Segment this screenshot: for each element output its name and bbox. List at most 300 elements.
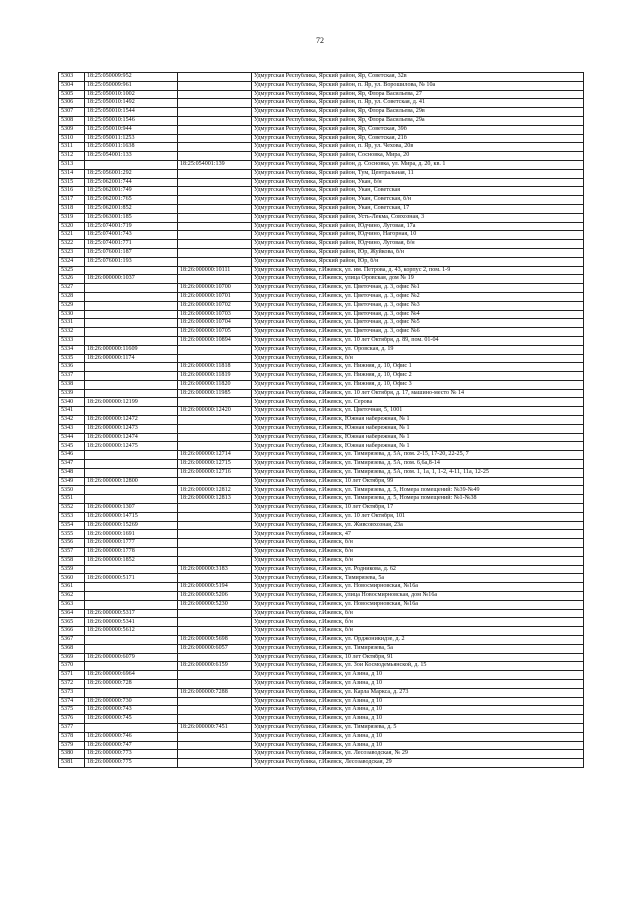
table-row [59, 134, 584, 143]
object-number-cell: 18:26:000000:7451 [178, 723, 252, 732]
parcel-number-cell: 18:25:050010:1544 [85, 108, 178, 117]
object-number-cell: 18:26:000000:12715 [178, 460, 252, 469]
object-number-cell [178, 671, 252, 680]
table-row [59, 407, 584, 416]
parcel-number-cell: 18:25:074001:719 [85, 222, 178, 231]
parcel-number-cell: 18:25:050010:1546 [85, 116, 178, 125]
object-number-cell: 18:26:000000:5194 [178, 583, 252, 592]
table-row [59, 196, 584, 205]
address-cell: Удмуртская Республика, Ярский район, Сосновка, Мира, 20 [252, 152, 584, 161]
parcel-number-cell: 18:26:000000:728 [85, 679, 178, 688]
table-row [59, 759, 584, 768]
address-cell: Удмуртская Республика, г.Ижевск, ул. Родникова, д. 62 [252, 565, 584, 574]
parcel-number-cell [85, 636, 178, 645]
row-number-cell: 5363 [59, 600, 85, 609]
row-number-cell: 5355 [59, 530, 85, 539]
object-number-cell [178, 679, 252, 688]
table-row [59, 556, 584, 565]
parcel-number-cell: 18:25:056001:292 [85, 169, 178, 178]
address-cell: Удмуртская Республика, г.Ижевск, ул Азина, д 10 [252, 671, 584, 680]
parcel-number-cell [85, 565, 178, 574]
parcel-number-cell: 18:25:074001:771 [85, 240, 178, 249]
table-row [59, 275, 584, 284]
object-number-cell: 18:26:000000:10705 [178, 328, 252, 337]
row-number-cell: 5313 [59, 160, 85, 169]
address-cell: Удмуртская Республика, г.Ижевск, ул. Тимирязева, д. 5А, пом. 1, 1а, 1, 1-2, 4-11, 11а, 12-25 [252, 468, 584, 477]
row-number-cell: 5368 [59, 644, 85, 653]
parcel-number-cell [85, 160, 178, 169]
table-row [59, 345, 584, 354]
parcel-number-cell: 18:25:050010:944 [85, 125, 178, 134]
page-number: 72 [316, 36, 324, 45]
parcel-number-cell [85, 495, 178, 504]
row-number-cell: 5345 [59, 442, 85, 451]
table-row [59, 240, 584, 249]
row-number-cell: 5354 [59, 521, 85, 530]
address-cell: Удмуртская Республика, г.Ижевск, ул. Тимирязева, д. 5, Номера помещений: №39-№49 [252, 486, 584, 495]
parcel-number-cell [85, 662, 178, 671]
parcel-number-cell: 18:26:000000:730 [85, 697, 178, 706]
table-row [59, 521, 584, 530]
row-number-cell: 5379 [59, 741, 85, 750]
table-row [59, 213, 584, 222]
parcel-number-cell [85, 372, 178, 381]
table-row [59, 486, 584, 495]
object-number-cell [178, 345, 252, 354]
address-cell: Удмуртская Республика, Ярский район, Укан, Советская [252, 187, 584, 196]
parcel-number-cell [85, 486, 178, 495]
table-row [59, 125, 584, 134]
table-row [59, 468, 584, 477]
table-row [59, 389, 584, 398]
parcel-number-cell [85, 380, 178, 389]
parcel-number-cell: 18:25:050010:1492 [85, 99, 178, 108]
address-cell: Удмуртская Республика, г.Ижевск, 10 лет Октября, 91 [252, 653, 584, 662]
address-cell: Удмуртская Республика, г.Ижевск, б/н [252, 609, 584, 618]
parcel-number-cell: 18:26:000000:5171 [85, 574, 178, 583]
object-number-cell [178, 178, 252, 187]
object-number-cell [178, 741, 252, 750]
address-cell: Удмуртская Республика, г.Ижевск, ул. Новосмирновская, №16а [252, 583, 584, 592]
object-number-cell [178, 116, 252, 125]
object-number-cell [178, 240, 252, 249]
object-number-cell [178, 548, 252, 557]
table-row [59, 363, 584, 372]
table-row [59, 354, 584, 363]
row-number-cell: 5370 [59, 662, 85, 671]
row-number-cell: 5312 [59, 152, 85, 161]
address-cell: Удмуртская Республика, г.Ижевск, ул. Карла Маркса, д. 273 [252, 688, 584, 697]
row-number-cell: 5365 [59, 618, 85, 627]
parcel-number-cell: 18:26:000000:15269 [85, 521, 178, 530]
address-cell: Удмуртская Республика, г.Ижевск, ул. Новосмирновская, №16а [252, 600, 584, 609]
row-number-cell: 5346 [59, 451, 85, 460]
parcel-number-cell [85, 266, 178, 275]
address-cell: Удмуртская Республика, Ярский район, п. Яр, ул. Ворошилова, № 10а [252, 81, 584, 90]
address-cell: Удмуртская Республика, г.Ижевск, ул. Тимирязева, д. 5 [252, 723, 584, 732]
table-row [59, 319, 584, 328]
parcel-number-cell [85, 688, 178, 697]
object-number-cell [178, 196, 252, 205]
row-number-cell: 5327 [59, 284, 85, 293]
table-row [59, 653, 584, 662]
address-cell: Удмуртская Республика, Ярский район, Яр, Флора Васильева, 29в [252, 108, 584, 117]
table-row [59, 442, 584, 451]
row-number-cell: 5334 [59, 345, 85, 354]
row-number-cell: 5341 [59, 407, 85, 416]
object-number-cell: 18:26:000000:11818 [178, 363, 252, 372]
table-row [59, 73, 584, 82]
parcel-number-cell [85, 723, 178, 732]
table-row [59, 644, 584, 653]
table-row [59, 750, 584, 759]
object-number-cell [178, 750, 252, 759]
address-cell: Удмуртская Республика, г.Ижевск, ул Азина, д 10 [252, 732, 584, 741]
row-number-cell: 5366 [59, 627, 85, 636]
parcel-number-cell: 18:26:000000:773 [85, 750, 178, 759]
table-row [59, 592, 584, 601]
object-number-cell [178, 653, 252, 662]
parcel-number-cell: 18:25:050010:1002 [85, 90, 178, 99]
object-number-cell [178, 539, 252, 548]
parcel-number-cell [85, 600, 178, 609]
object-number-cell [178, 574, 252, 583]
table-row [59, 266, 584, 275]
table-row [59, 222, 584, 231]
object-number-cell: 18:26:000000:12813 [178, 495, 252, 504]
address-cell: Удмуртская Республика, г.Ижевск, ул Азина, д 10 [252, 715, 584, 724]
object-number-cell: 18:25:054001:139 [178, 160, 252, 169]
row-number-cell: 5330 [59, 310, 85, 319]
table-row [59, 187, 584, 196]
table-row [59, 433, 584, 442]
parcel-number-cell: 18:25:050011:1253 [85, 134, 178, 143]
address-cell: Удмуртская Республика, г.Ижевск, б/н [252, 627, 584, 636]
parcel-number-cell: 18:25:050011:1638 [85, 143, 178, 152]
address-cell: Удмуртская Республика, Ярский район, п. Яр, ул. Чехова, 20в [252, 143, 584, 152]
parcel-number-cell: 18:25:062001:744 [85, 178, 178, 187]
row-number-cell: 5378 [59, 732, 85, 741]
parcel-number-cell: 18:25:062001:749 [85, 187, 178, 196]
row-number-cell: 5351 [59, 495, 85, 504]
object-number-cell: 18:26:000000:12716 [178, 468, 252, 477]
object-number-cell [178, 521, 252, 530]
row-number-cell: 5367 [59, 636, 85, 645]
address-cell: Удмуртская Республика, Ярский район, Яр, Советская, 39б [252, 125, 584, 134]
table-row [59, 116, 584, 125]
parcel-number-cell [85, 451, 178, 460]
table-row [59, 257, 584, 266]
address-cell: Удмуртская Республика, г.Ижевск, улица Новосмирновская, дом №16а [252, 592, 584, 601]
object-number-cell [178, 275, 252, 284]
parcel-number-cell [85, 389, 178, 398]
address-cell: Удмуртская Республика, г.Ижевск, 10 лет Октября, 17 [252, 504, 584, 513]
address-cell: Удмуртская Республика, г.Ижевск, б/н [252, 539, 584, 548]
row-number-cell: 5303 [59, 73, 85, 82]
table-row [59, 548, 584, 557]
address-cell: Удмуртская Республика, г.Ижевск, ул. Живсовхозная, 23а [252, 521, 584, 530]
table-row [59, 152, 584, 161]
address-cell: Удмуртская Республика, г.Ижевск, ул. Нижняя, д. 10, Офис 1 [252, 363, 584, 372]
row-number-cell: 5316 [59, 187, 85, 196]
parcel-number-cell [85, 319, 178, 328]
address-cell: Удмуртская Республика, г.Ижевск, б/н [252, 556, 584, 565]
table-row [59, 697, 584, 706]
address-cell: Удмуртская Республика, г.Ижевск, ул. Нижняя, д. 10, Офис 3 [252, 380, 584, 389]
table-row [59, 609, 584, 618]
table-row [59, 284, 584, 293]
object-number-cell [178, 125, 252, 134]
object-number-cell: 18:26:000000:6057 [178, 644, 252, 653]
table-row [59, 627, 584, 636]
table-row [59, 336, 584, 345]
object-number-cell [178, 108, 252, 117]
row-number-cell: 5353 [59, 512, 85, 521]
table-row [59, 460, 584, 469]
table-row [59, 169, 584, 178]
address-cell: Удмуртская Республика, Ярский район, Яр, Советская, 21б [252, 134, 584, 143]
row-number-cell: 5364 [59, 609, 85, 618]
row-number-cell: 5318 [59, 204, 85, 213]
address-cell: Удмуртская Республика, Ярский район, Укан, Советская, 17 [252, 204, 584, 213]
row-number-cell: 5307 [59, 108, 85, 117]
address-cell: Удмуртская Республика, г.Ижевск, ул. Тимирязева, д. 5А, пом. 6,6а,8-14 [252, 460, 584, 469]
parcel-number-cell [85, 583, 178, 592]
row-number-cell: 5333 [59, 336, 85, 345]
table-row [59, 301, 584, 310]
parcel-number-cell: 18:25:074001:743 [85, 231, 178, 240]
row-number-cell: 5305 [59, 90, 85, 99]
row-number-cell: 5325 [59, 266, 85, 275]
row-number-cell: 5320 [59, 222, 85, 231]
address-cell: Удмуртская Республика, г.Ижевск, Южная набережная, № 1 [252, 424, 584, 433]
object-number-cell: 18:26:000000:11819 [178, 372, 252, 381]
address-cell: Удмуртская Республика, г.Ижевск, ул. Оровская, д. 19 [252, 345, 584, 354]
object-number-cell [178, 169, 252, 178]
object-number-cell: 18:26:000000:11985 [178, 389, 252, 398]
address-cell: Удмуртская Республика, г.Ижевск, ул. Нижняя, д. 10, Офис 2 [252, 372, 584, 381]
table-row [59, 99, 584, 108]
object-number-cell: 18:26:000000:5698 [178, 636, 252, 645]
table-row [59, 539, 584, 548]
address-cell: Удмуртская Республика, г.Ижевск, б/н [252, 548, 584, 557]
address-cell: Удмуртская Республика, г.Ижевск, 47 [252, 530, 584, 539]
address-cell: Удмуртская Республика, г.Ижевск, б/н [252, 354, 584, 363]
address-cell: Удмуртская Республика, г.Ижевск, ул. 10 лет Октября, д. 17, машино-место № 14 [252, 389, 584, 398]
parcel-number-cell: 18:26:000000:5341 [85, 618, 178, 627]
table-row [59, 583, 584, 592]
parcel-number-cell: 18:26:000000:12800 [85, 477, 178, 486]
object-number-cell [178, 213, 252, 222]
row-number-cell: 5310 [59, 134, 85, 143]
object-number-cell [178, 442, 252, 451]
row-number-cell: 5372 [59, 679, 85, 688]
address-cell: Удмуртская Республика, г.Ижевск, Тимирязева, 5а [252, 574, 584, 583]
table-row [59, 416, 584, 425]
parcel-number-cell: 18:25:054001:133 [85, 152, 178, 161]
address-cell: Удмуртская Республика, г.Ижевск, ул. Цветочная, 5, 1001 [252, 407, 584, 416]
address-cell: Удмуртская Республика, Ярский район, Тум, Центральная, 11 [252, 169, 584, 178]
row-number-cell: 5332 [59, 328, 85, 337]
object-number-cell [178, 416, 252, 425]
row-number-cell: 5311 [59, 143, 85, 152]
object-number-cell [178, 257, 252, 266]
address-cell: Удмуртская Республика, г.Ижевск, ул. Лесозаводская, № 29 [252, 750, 584, 759]
parcel-number-cell [85, 328, 178, 337]
table-row [59, 636, 584, 645]
row-number-cell: 5359 [59, 565, 85, 574]
row-number-cell: 5323 [59, 248, 85, 257]
table-row [59, 618, 584, 627]
table-row [59, 688, 584, 697]
address-cell: Удмуртская Республика, г.Ижевск, ул. Цветочная, д. 3, офис №4 [252, 310, 584, 319]
table-row [59, 178, 584, 187]
address-cell: Удмуртская Республика, г.Ижевск, ул Азина, д 10 [252, 679, 584, 688]
parcel-number-cell: 18:26:000000:5612 [85, 627, 178, 636]
object-number-cell [178, 81, 252, 90]
address-cell: Удмуртская Республика, г.Ижевск, ул. Тимирязева, д. 5А, пом. 2-15, 17-20, 22-25, 7 [252, 451, 584, 460]
address-cell: Удмуртская Республика, г.Ижевск, ул. Цветочная, д. 3, офис №1 [252, 284, 584, 293]
table-row [59, 380, 584, 389]
object-number-cell: 18:26:000000:10702 [178, 301, 252, 310]
object-number-cell [178, 618, 252, 627]
row-number-cell: 5339 [59, 389, 85, 398]
object-number-cell [178, 530, 252, 539]
object-number-cell [178, 556, 252, 565]
object-number-cell: 18:26:000000:10703 [178, 310, 252, 319]
object-number-cell [178, 424, 252, 433]
address-cell: Удмуртская Республика, г.Ижевск, ул. Орджоникидзе, д. 2 [252, 636, 584, 645]
row-number-cell: 5357 [59, 548, 85, 557]
object-number-cell [178, 706, 252, 715]
row-number-cell: 5309 [59, 125, 85, 134]
parcel-number-cell: 18:26:000000:12474 [85, 433, 178, 442]
row-number-cell: 5374 [59, 697, 85, 706]
row-number-cell: 5381 [59, 759, 85, 768]
row-number-cell: 5349 [59, 477, 85, 486]
object-number-cell: 18:26:000000:3183 [178, 565, 252, 574]
object-number-cell: 18:26:000000:10111 [178, 266, 252, 275]
row-number-cell: 5352 [59, 504, 85, 513]
table-row [59, 715, 584, 724]
object-number-cell [178, 90, 252, 99]
parcel-number-cell: 18:25:062001:765 [85, 196, 178, 205]
address-cell: Удмуртская Республика, Ярский район, Яр, Флора Васильева, 29а [252, 116, 584, 125]
row-number-cell: 5362 [59, 592, 85, 601]
table-row [59, 732, 584, 741]
address-cell: Удмуртская Республика, Ярский район, Юдчино, Нагорная, 10 [252, 231, 584, 240]
table-row [59, 477, 584, 486]
row-number-cell: 5328 [59, 292, 85, 301]
parcel-number-cell [85, 301, 178, 310]
address-cell: Удмуртская Республика, г.Ижевск, ул. 10 лет Октября, д. 89, пом. 01-04 [252, 336, 584, 345]
address-cell: Удмуртская Республика, г.Ижевск, ул. Цветочная, д. 3, офис №2 [252, 292, 584, 301]
table-row [59, 530, 584, 539]
address-cell: Удмуртская Республика, г.Ижевск, ул. Цветочная, д. 3, офис №6 [252, 328, 584, 337]
parcel-number-cell [85, 336, 178, 345]
object-number-cell: 18:26:000000:10701 [178, 292, 252, 301]
parcel-number-cell [85, 407, 178, 416]
table-row [59, 292, 584, 301]
row-number-cell: 5348 [59, 468, 85, 477]
address-cell: Удмуртская Республика, г.Ижевск, Южная набережная, № 1 [252, 433, 584, 442]
object-number-cell: 18:26:000000:5230 [178, 600, 252, 609]
table-row [59, 328, 584, 337]
parcel-number-cell: 18:26:000000:743 [85, 706, 178, 715]
object-number-cell [178, 477, 252, 486]
address-cell: Удмуртская Республика, Ярский район, Яр, Советская, 32в [252, 73, 584, 82]
table-row [59, 160, 584, 169]
row-number-cell: 5337 [59, 372, 85, 381]
table-row [59, 504, 584, 513]
parcel-number-cell: 18:25:050009:961 [85, 81, 178, 90]
parcel-number-cell: 18:26:000000:11609 [85, 345, 178, 354]
object-number-cell [178, 73, 252, 82]
table-row [59, 574, 584, 583]
table-row [59, 372, 584, 381]
row-number-cell: 5376 [59, 715, 85, 724]
parcel-number-cell: 18:26:000000:12199 [85, 398, 178, 407]
address-cell: Удмуртская Республика, г.Ижевск, ул. им. Петрова, д. 43, корпус 2, пом. 1-9 [252, 266, 584, 275]
object-number-cell [178, 504, 252, 513]
row-number-cell: 5329 [59, 301, 85, 310]
object-number-cell: 18:26:000000:5206 [178, 592, 252, 601]
object-number-cell [178, 187, 252, 196]
row-number-cell: 5344 [59, 433, 85, 442]
table-row [59, 143, 584, 152]
object-number-cell [178, 398, 252, 407]
row-number-cell: 5380 [59, 750, 85, 759]
table-row [59, 662, 584, 671]
address-cell: Удмуртская Республика, г.Ижевск, 10 лет Октября, 99 [252, 477, 584, 486]
table-row [59, 108, 584, 117]
object-number-cell [178, 152, 252, 161]
object-number-cell [178, 627, 252, 636]
row-number-cell: 5314 [59, 169, 85, 178]
parcel-number-cell: 18:25:050009:952 [85, 73, 178, 82]
table-row [59, 90, 584, 99]
table-row [59, 512, 584, 521]
row-number-cell: 5326 [59, 275, 85, 284]
table-row [59, 679, 584, 688]
row-number-cell: 5358 [59, 556, 85, 565]
table-row [59, 451, 584, 460]
parcel-number-cell: 18:26:000000:5317 [85, 609, 178, 618]
address-cell: Удмуртская Республика, г.Ижевск, ул. Тимирязева, 5а [252, 644, 584, 653]
row-number-cell: 5375 [59, 706, 85, 715]
object-number-cell [178, 354, 252, 363]
row-number-cell: 5347 [59, 460, 85, 469]
object-number-cell [178, 99, 252, 108]
row-number-cell: 5371 [59, 671, 85, 680]
table-row [59, 398, 584, 407]
row-number-cell: 5304 [59, 81, 85, 90]
address-cell: Удмуртская Республика, г.Ижевск, б/н [252, 618, 584, 627]
parcel-number-cell: 18:26:000000:1174 [85, 354, 178, 363]
object-number-cell: 18:26:000000:10704 [178, 319, 252, 328]
row-number-cell: 5373 [59, 688, 85, 697]
object-number-cell [178, 143, 252, 152]
address-cell: Удмуртская Республика, Ярский район, Усть-Лекма, Совхозная, 3 [252, 213, 584, 222]
row-number-cell: 5331 [59, 319, 85, 328]
object-number-cell: 18:26:000000:12420 [178, 407, 252, 416]
row-number-cell: 5361 [59, 583, 85, 592]
row-number-cell: 5377 [59, 723, 85, 732]
row-number-cell: 5338 [59, 380, 85, 389]
object-number-cell: 18:26:000000:11820 [178, 380, 252, 389]
address-cell: Удмуртская Республика, г.Ижевск, Лесозаводская, 29 [252, 759, 584, 768]
parcel-number-cell: 18:26:000000:1777 [85, 539, 178, 548]
